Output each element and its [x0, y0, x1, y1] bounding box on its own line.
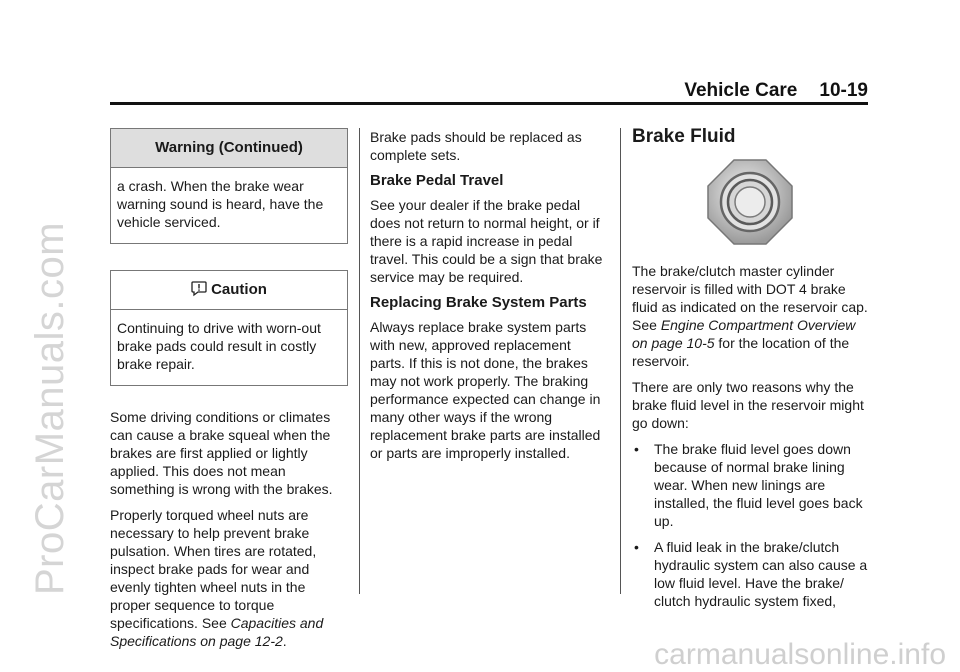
column-left [110, 128, 348, 658]
caution-icon [191, 281, 207, 297]
capacities-link[interactable]: Capacities and Specifications on page 12-2 [110, 615, 324, 649]
brake-fluid-cap-icon [704, 156, 796, 248]
bullet-text: The brake fluid level goes down because of normal brake lining wear. When new linings are installed, the fluid level goes back up. [654, 441, 863, 529]
warning-text: a crash. When the brake wear warning sound is heard, have the vehicle serviced. [117, 178, 324, 230]
bullet-dot-icon: • [634, 539, 639, 555]
warning-title: Warning (Continued) [111, 129, 347, 168]
reservoir-paragraph [632, 262, 868, 370]
replacing-parts-heading: Replacing Brake System Parts [370, 294, 587, 311]
reasons-paragraph: There are only two reasons why the brake fluid level in the reservoir might go down: [632, 379, 864, 431]
pedal-travel-paragraph: See your dealer if the brake pedal does not return to normal height, or if there is a rapid increase in pedal travel. This could be a sign that brake service may be required. [370, 197, 603, 285]
brake-pedal-travel-heading: Brake Pedal Travel [370, 172, 504, 189]
bottom-watermark: carmanualsonline.info [654, 638, 946, 671]
bullet-item [632, 538, 868, 610]
column-middle [370, 128, 608, 470]
caution-box [110, 270, 348, 386]
caution-text: Continuing to drive with worn-out brake pads could result in costly brake repair. [117, 320, 321, 372]
engine-compartment-link[interactable]: Engine Compartment Overview on page 10-5 [632, 317, 856, 351]
caution-title: Caution [211, 281, 267, 298]
bullet-item [632, 440, 868, 530]
side-watermark: ProCarManuals.com [28, 221, 72, 595]
column-right [632, 128, 868, 618]
brake-fluid-heading: Brake Fluid [632, 126, 736, 147]
header-text [684, 80, 868, 102]
pads-paragraph: Brake pads should be replaced as complete sets. [370, 129, 582, 163]
reservoir-end: for the location of the reservoir. [632, 335, 850, 369]
caution-header [111, 271, 347, 310]
squeal-paragraph: Some driving conditions or climates can cause a brake squeal when the brakes are first applied or lightly applied. This does not mean something is wrong with the brakes. [110, 409, 333, 497]
torque-end: . [282, 633, 287, 649]
brake-fluid-icon-wrap [632, 156, 868, 252]
torque-text: Properly torqued wheel nuts are necessary to help prevent brake pulsation. When tires are rotated, inspect brake pads for wear and evenly tighten wheel nuts in the proper sequence to torque specifications. See [110, 507, 317, 631]
warning-box [110, 128, 348, 244]
reservoir-text: The brake/clutch master cylinder reservoir is filled with DOT 4 brake fluid as indicated on the reservoir cap. See [632, 263, 868, 333]
torque-paragraph [110, 506, 348, 650]
page-number: 10-19 [819, 80, 868, 101]
section-title: Vehicle Care [684, 80, 798, 101]
bullet-dot-icon: • [634, 441, 639, 457]
column-divider-1 [359, 128, 360, 594]
page-header [110, 78, 868, 105]
bullet-text: A fluid leak in the brake/clutch hydraulic system can also cause a low fluid level. Have the brake/ clutch hydraulic system fixed, [654, 539, 868, 609]
column-divider-2 [620, 128, 621, 594]
replacing-parts-paragraph: Always replace brake system parts with new, approved replacement parts. If this is not done, the brakes may not work properly. The braking performance expected can change in many other ways if the wrong replacement brake parts are installed or parts are improperly installed. [370, 319, 601, 461]
